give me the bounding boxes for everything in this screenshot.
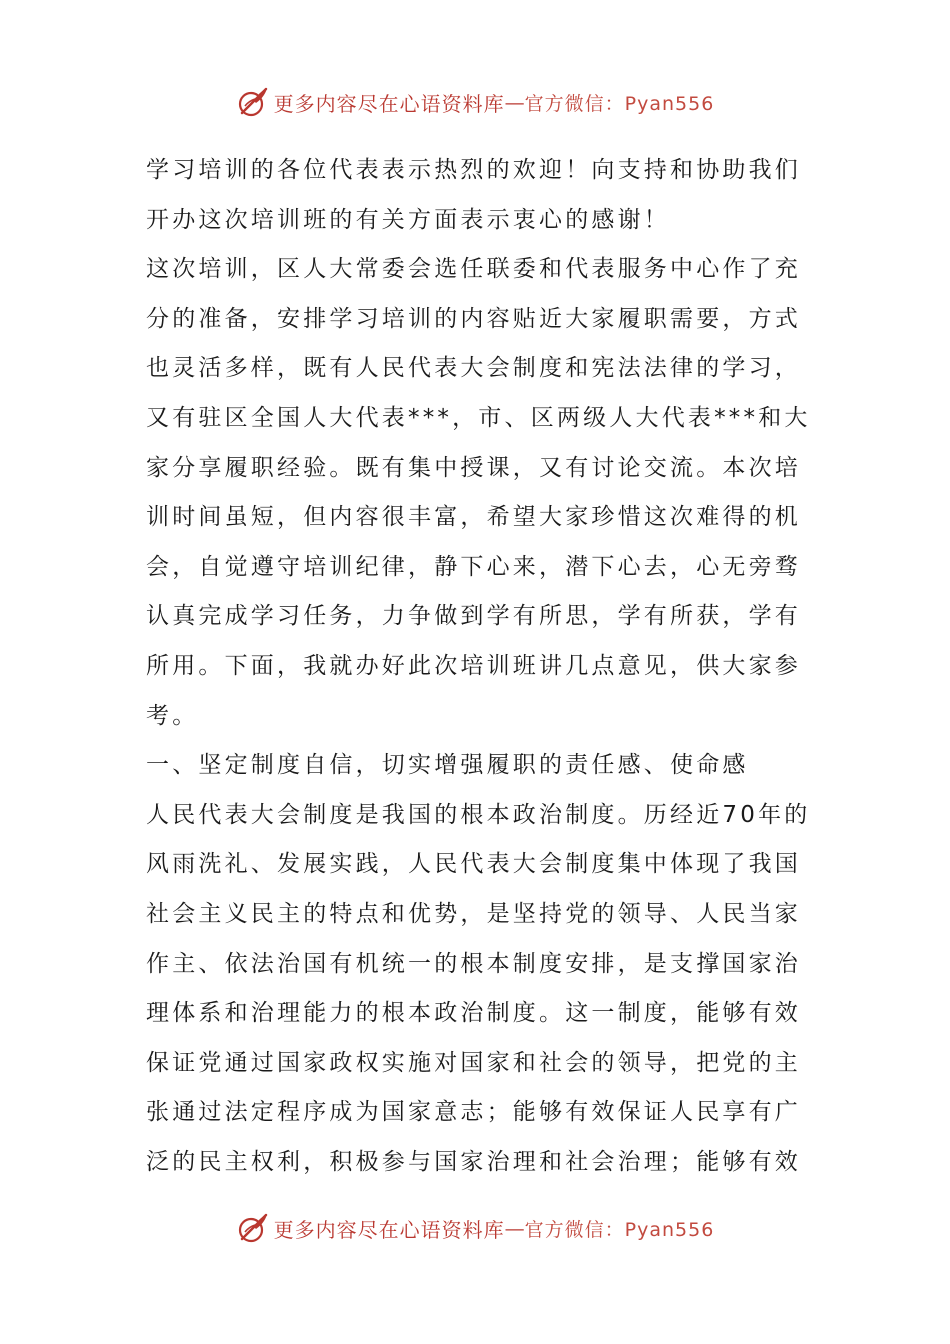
- text-line: 理体系和治理能力的根本政治制度。这一制度，能够有效: [146, 1000, 801, 1027]
- watermark-wechat-text: 官方微信：Pyan556: [524, 1218, 715, 1241]
- watermark-site-text: 更多内容尽在心语资料库: [273, 1217, 505, 1242]
- watermark-dash: —: [504, 90, 525, 114]
- text-line: 这次培训，区人大常委会选任联委和代表服务中心作了充: [146, 256, 801, 283]
- text-line: 保证党通过国家政权实施对国家和社会的领导，把党的主: [146, 1049, 801, 1076]
- footer-watermark: [0, 1208, 950, 1248]
- watermark-site-text: 更多内容尽在心语资料库: [273, 91, 505, 116]
- text-line: 开办这次培训班的有关方面表示衷心的感谢！: [146, 206, 670, 233]
- section-heading: 一、坚定制度自信，切实增强履职的责任感、使命感: [146, 752, 749, 779]
- text-line: 学习培训的各位代表表示热烈的欢迎！向支持和协助我们: [146, 157, 801, 183]
- text-line: 人民代表大会制度是我国的根本政治制度。历经近70年的: [146, 801, 811, 828]
- text-line: 风雨洗礼、发展实践，人民代表大会制度集中体现了我国: [146, 851, 801, 878]
- text-line: 所用。下面，我就办好此次培训班讲几点意见，供大家参: [146, 652, 801, 679]
- text-line: 张通过法定程序成为国家意志；能够有效保证人民享有广: [146, 1099, 801, 1126]
- quill-logo-icon: [236, 1211, 270, 1245]
- text-line: 会，自觉遵守培训纪律，静下心来，潜下心去，心无旁骛: [146, 553, 801, 580]
- header-watermark: [0, 82, 950, 122]
- document-body: [146, 146, 810, 1187]
- text-line: 作主、依法治国有机统一的根本制度安排，是支撑国家治: [146, 950, 801, 977]
- text-line: 认真完成学习任务，力争做到学有所思，学有所获，学有: [146, 603, 801, 630]
- text-line: 社会主义民主的特点和优势，是坚持党的领导、人民当家: [146, 900, 801, 927]
- text-line: 也灵活多样，既有人民代表大会制度和宪法法律的学习，: [146, 355, 801, 382]
- quill-logo-icon: [236, 85, 270, 119]
- text-line: 训时间虽短，但内容很丰富，希望大家珍惜这次难得的机: [146, 504, 801, 531]
- text-line: 考。: [146, 702, 199, 729]
- text-line: 又有驻区全国人大代表***，市、区两级人大代表***和大: [146, 404, 811, 431]
- watermark-dash: —: [504, 1216, 525, 1240]
- text-line: 分的准备，安排学习培训的内容贴近大家履职需要，方式: [146, 305, 801, 332]
- text-line: 泛的民主权利，积极参与国家治理和社会治理；能够有效: [146, 1148, 801, 1175]
- watermark-wechat-text: 官方微信：Pyan556: [524, 92, 715, 115]
- text-line: 家分享履职经验。既有集中授课，又有讨论交流。本次培: [146, 454, 801, 481]
